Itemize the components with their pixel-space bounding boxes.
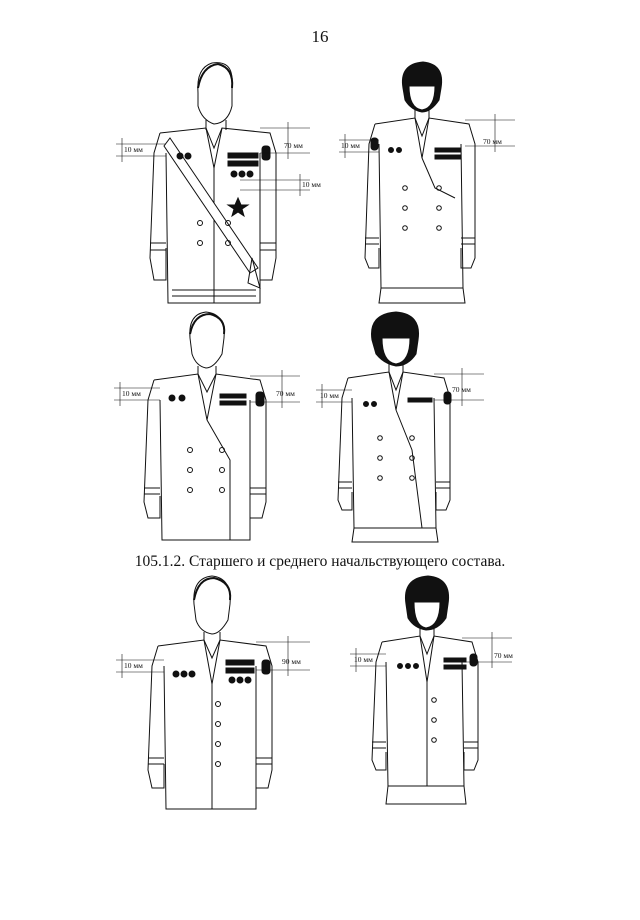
figure-female-senior-2 [312,310,522,550]
uniform-illustration [110,58,330,313]
uniform-illustration [335,58,545,313]
dim-right: 70 мм [494,651,513,660]
uniform-illustration [320,574,530,824]
dim-extra: 10 мм [302,180,321,189]
uniform-illustration [312,310,522,550]
figure-male-senior-ribbon [110,58,330,313]
dim-left: 10 мм [122,389,141,398]
dim-right: 70 мм [483,137,502,146]
figure-male-middle [110,574,330,824]
uniform-illustration [110,574,330,824]
figure-female-middle [320,574,530,824]
dim-left: 10 мм [341,141,360,150]
dim-right: 70 мм [452,385,471,394]
dim-left: 10 мм [320,391,339,400]
dim-right: 70 мм [276,389,295,398]
dim-right: 70 мм [284,141,303,150]
figure-female-senior [335,58,545,313]
dim-left: 10 мм [124,145,143,154]
figure-male-senior-2 [110,310,320,550]
dim-left: 10 мм [354,655,373,664]
dim-left: 10 мм [124,661,143,670]
uniform-illustration [110,310,320,550]
dim-right: 90 мм [282,657,301,666]
page-number: 16 [311,27,329,46]
section-caption: 105.1.2. Старшего и среднего начальствующего состава. [134,553,506,570]
